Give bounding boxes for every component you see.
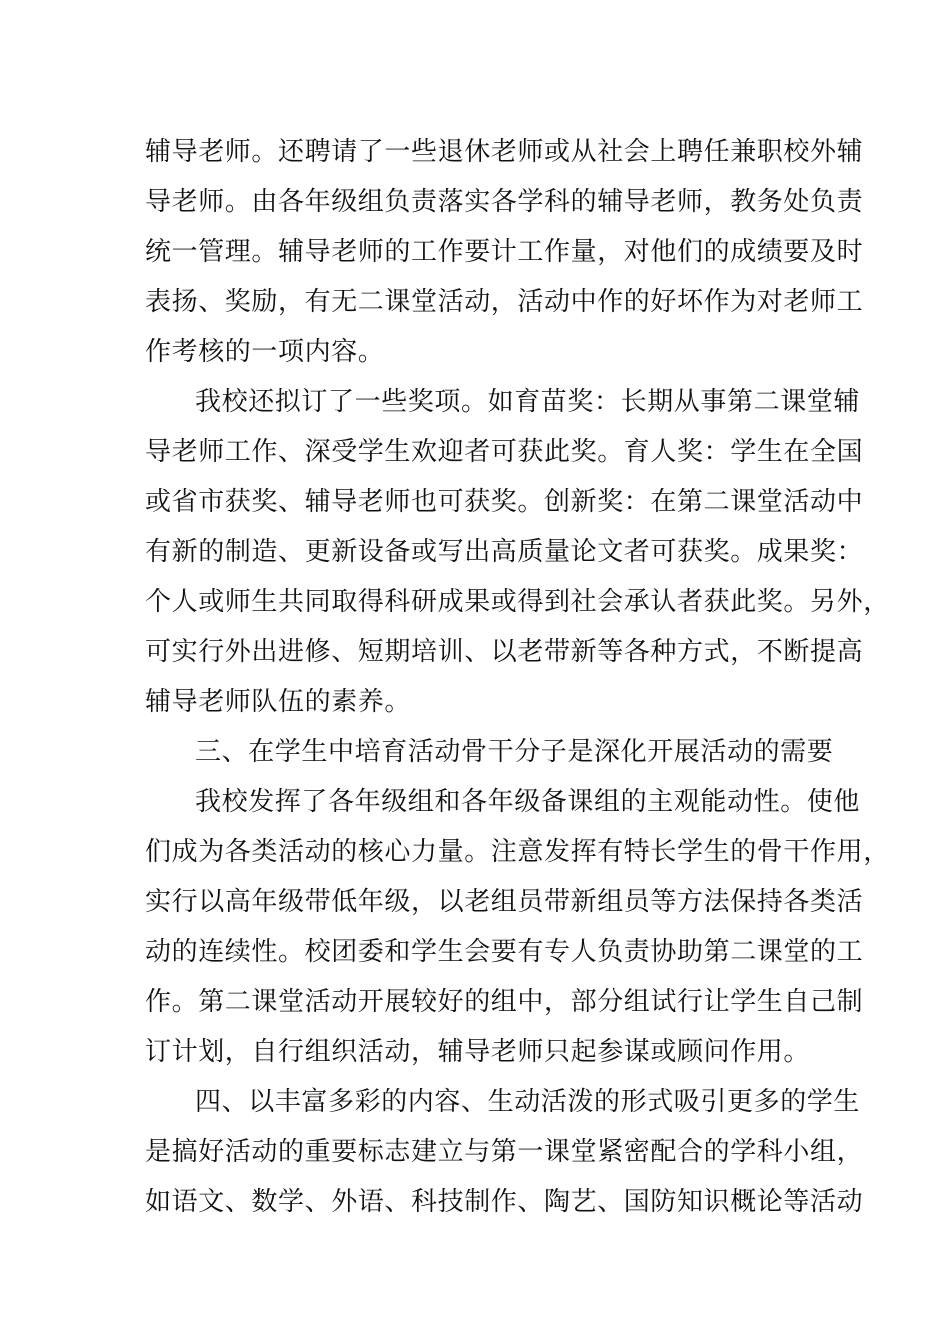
paragraph-first-line: 我校发挥了各年级组和各年级备课组的主观能动性。使他 bbox=[195, 787, 861, 817]
section-heading: 四、以丰富多彩的内容、生动活泼的形式吸引更多的学生 bbox=[195, 1087, 861, 1117]
text-line: 们成为各类活动的核心力量。注意发挥有特长学生的骨干作用， bbox=[145, 837, 890, 867]
text-line: 统一管理。辅导老师的工作要计工作量，对他们的成绩要及时 bbox=[145, 237, 864, 267]
text-line: 是搞好活动的重要标志建立与第一课堂紧密配合的学科小组， bbox=[145, 1137, 864, 1167]
text-line: 实行以高年级带低年级，以老组员带新组员等方法保持各类活 bbox=[145, 887, 864, 917]
text-line: 可实行外出进修、短期培训、以老带新等各种方式，不断提高 bbox=[145, 637, 864, 667]
text-line: 或省市获奖、辅导老师也可获奖。创新奖：在第二课堂活动中 bbox=[145, 487, 864, 517]
text-line: 作。第二课堂活动开展较好的组中，部分组试行让学生自己制 bbox=[145, 987, 864, 1017]
text-line: 订计划，自行组织活动，辅导老师只起参谋或顾问作用。 bbox=[145, 1037, 811, 1067]
section-heading: 三、在学生中培育活动骨干分子是深化开展活动的需要 bbox=[195, 737, 834, 767]
text-line: 有新的制造、更新设备或写出高质量论文者可获奖。成果奖： bbox=[145, 537, 864, 567]
text-line: 辅导老师队伍的素养。 bbox=[145, 687, 412, 717]
text-line: 如语文、数学、外语、科技制作、陶艺、国防知识概论等活动 bbox=[145, 1187, 864, 1217]
text-line: 辅导老师。还聘请了一些退休老师或从社会上聘任兼职校外辅 bbox=[145, 137, 864, 167]
text-line: 个人或师生共同取得科研成果或得到社会承认者获此奖。另外， bbox=[145, 587, 890, 617]
paragraph-first-line: 我校还拟订了一些奖项。如育苗奖：长期从事第二课堂辅 bbox=[195, 387, 861, 417]
text-line: 动的连续性。校团委和学生会要有专人负责协助第二课堂的工 bbox=[145, 937, 864, 967]
text-line: 导老师。由各年级组负责落实各学科的辅导老师，教务处负责 bbox=[145, 187, 864, 217]
text-line: 作考核的一项内容。 bbox=[145, 337, 385, 367]
text-line: 表扬、奖励，有无二课堂活动，活动中作的好坏作为对老师工 bbox=[145, 287, 864, 317]
text-line: 导老师工作、深受学生欢迎者可获此奖。育人奖：学生在全国 bbox=[145, 437, 864, 467]
